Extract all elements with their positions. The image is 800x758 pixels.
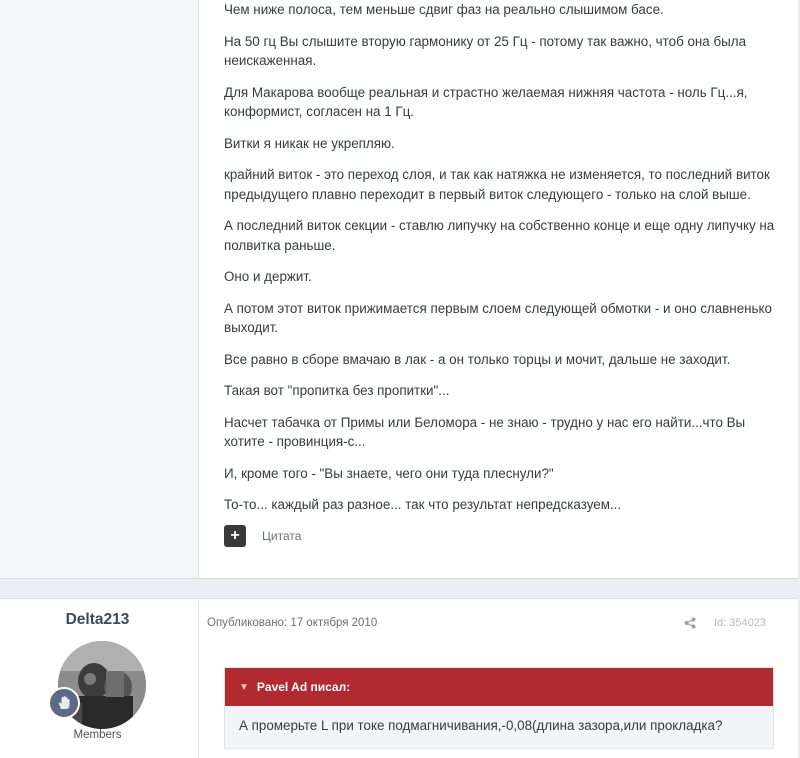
quote-author: Pavel Ad писал: [256, 680, 351, 694]
post-author-column [0, 0, 199, 578]
post-paragraph: То-то... каждый раз разное... так что результат непредсказуем... [224, 497, 622, 512]
plus-icon: + [230, 527, 240, 544]
post-paragraph: На 50 гц Вы слышите вторую гармонику от 25 Гц - потому так важно, чтоб она была неискаженная. [224, 33, 747, 68]
member-role: Members [73, 729, 122, 741]
post-actions [224, 525, 301, 547]
quote-header[interactable] [225, 668, 773, 706]
post-paragraph: А последний виток секции - ставлю липучку на собственно конце и еще одну липучку на полвитка раньше. [224, 218, 775, 253]
multiquote-plus-button[interactable] [224, 525, 246, 547]
share-icon[interactable] [684, 617, 696, 629]
quote-text: А промерьте L при токе подмагничивания,-0,08(длина зазора,или прокладка? [239, 718, 723, 733]
post-paragraph: Для Макарова вообще реальная и страстно желаемая нижняя частота - ноль Гц...я, конформист, согласен на 1 Гц. [224, 84, 748, 119]
post-paragraph: Такая вот "пропитка без пропитки"... [224, 383, 450, 398]
post-date[interactable]: Опубликовано: 17 октября 2010 [207, 617, 378, 629]
post-paragraph: И, кроме того - "Вы знаете, чего они туда плеснули?" [224, 465, 554, 481]
quote-button[interactable]: Цитата [262, 529, 302, 543]
post-author-column [0, 599, 199, 758]
post-paragraph: Все равно в сборе вмачаю в лак - а он только торцы и мочит, дальше не заходит. [224, 351, 731, 367]
post-paragraph: Чем ниже полоса, тем меньше сдвиг фаз на реально слышимом басе. [224, 2, 664, 17]
chevron-down-icon: ▼ [239, 681, 249, 693]
post-paragraph: Оно и держит. [224, 269, 312, 284]
post-paragraph: Насчет табачка от Примы или Беломора - не знаю - трудно у нас его найти...что Вы хотите - провинция-с... [224, 414, 746, 449]
post-paragraph: Витки я никак не укрепляю. [224, 135, 395, 151]
author-name[interactable]: Delta213 [65, 611, 130, 628]
quote-block [224, 667, 774, 749]
post-paragraph: А потом этот виток прижимается первым слоем следующей обмотки - и оно славненько выходит. [224, 300, 772, 335]
post-delta213 [0, 598, 798, 758]
hand-badge-icon [48, 687, 80, 719]
post-content [224, 0, 779, 527]
post-paragraph: крайний виток - это переход слоя, и так как натяжка не изменяется, то последний виток предыдущего плавно переходит в первый виток следующего - только на слой выше. [224, 167, 770, 202]
post-id[interactable]: Id: 354023 [714, 617, 766, 629]
